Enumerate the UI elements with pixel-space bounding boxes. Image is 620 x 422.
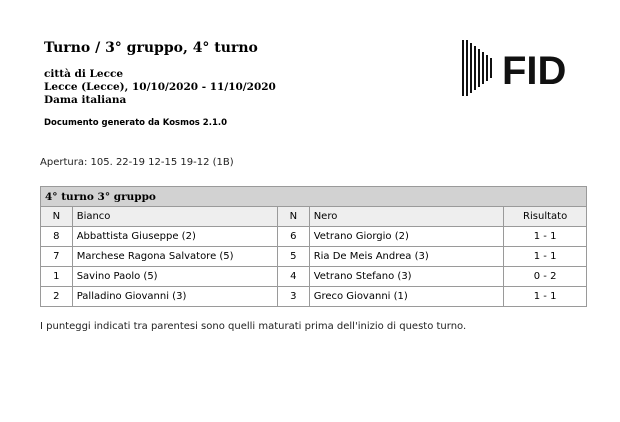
table-caption: 4° turno 3° gruppo — [41, 187, 587, 207]
cell-n-black: 3 — [278, 287, 310, 307]
footnote: I punteggi indicati tra parentesi sono quelli maturati prima dell'inizio di questo turno. — [40, 321, 467, 332]
cell-black: Greco Giovanni (1) — [309, 287, 504, 307]
page-title: Turno / 3° gruppo, 4° turno — [44, 40, 258, 56]
opening-line: Apertura: 105. 22-19 12-15 19-12 (1B) — [40, 157, 234, 168]
cell-result: 0 - 2 — [504, 267, 587, 287]
cell-white: Marchese Ragona Salvatore (5) — [72, 247, 277, 267]
logo-text: FID — [502, 49, 567, 93]
cell-black: Vetrano Giorgio (2) — [309, 227, 504, 247]
cell-white: Savino Paolo (5) — [72, 267, 277, 287]
table-row — [41, 267, 587, 287]
table-row — [41, 227, 587, 247]
cell-black: Ria De Meis Andrea (3) — [309, 247, 504, 267]
cell-n-black: 4 — [278, 267, 310, 287]
cell-n-black: 5 — [278, 247, 310, 267]
event-info — [44, 68, 276, 107]
cell-n-white: 7 — [41, 247, 73, 267]
cell-result: 1 - 1 — [504, 227, 587, 247]
cell-white: Abbattista Giuseppe (2) — [72, 227, 277, 247]
header-white: Bianco — [72, 207, 277, 227]
header-n-black: N — [278, 207, 310, 227]
cell-result: 1 - 1 — [504, 287, 587, 307]
pairings-table — [40, 186, 587, 307]
generator-note: Documento generato da Kosmos 2.1.0 — [44, 118, 228, 128]
header-black: Nero — [309, 207, 504, 227]
event-discipline: Dama italiana — [44, 94, 127, 106]
table-row — [41, 247, 587, 267]
cell-n-white: 2 — [41, 287, 73, 307]
table-header-row — [41, 207, 587, 227]
cell-n-black: 6 — [278, 227, 310, 247]
header-result: Risultato — [504, 207, 587, 227]
cell-white: Palladino Giovanni (3) — [72, 287, 277, 307]
table-row — [41, 287, 587, 307]
header-n-white: N — [41, 207, 73, 227]
cell-n-white: 8 — [41, 227, 73, 247]
cell-n-white: 1 — [41, 267, 73, 287]
cell-result: 1 - 1 — [504, 247, 587, 267]
fid-logo — [462, 40, 592, 96]
cell-black: Vetrano Stefano (3) — [309, 267, 504, 287]
event-venue-dates: Lecce (Lecce), 10/10/2020 - 11/10/2020 — [44, 81, 276, 93]
event-city: città di Lecce — [44, 68, 124, 80]
